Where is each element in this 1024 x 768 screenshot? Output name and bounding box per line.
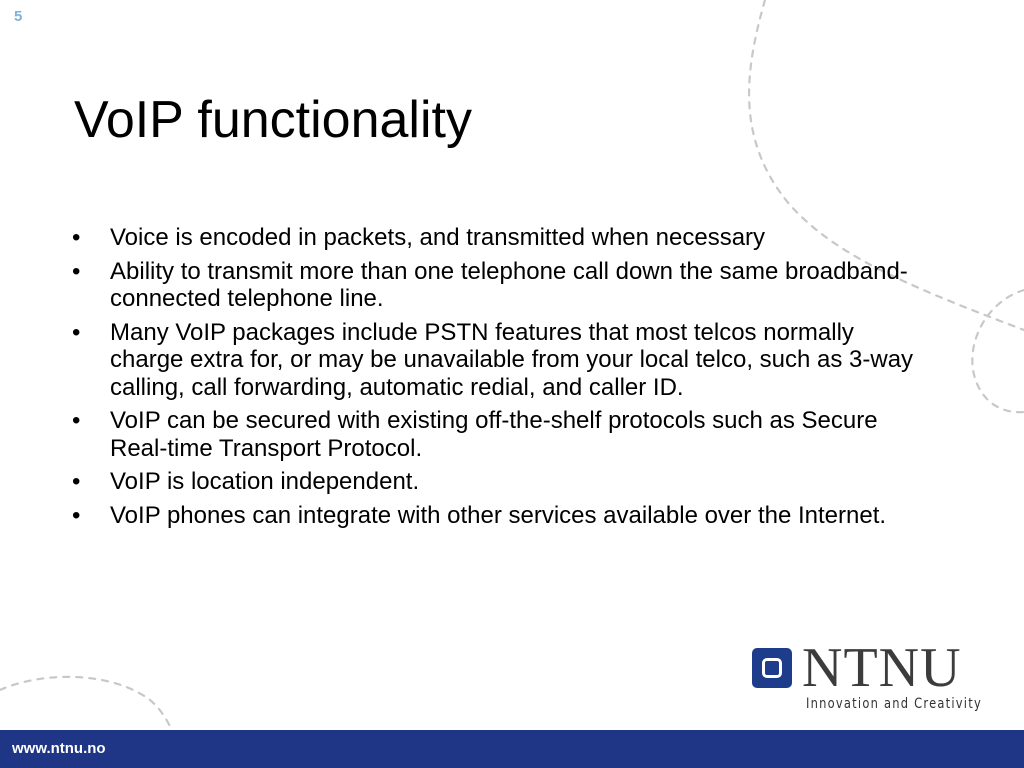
ntnu-logo [752,637,1002,718]
dashed-arc-right-bubble [972,290,1024,412]
bullet-item: • VoIP can be secured with existing off-the-shelf protocols such as Secure Real-time Transport Protocol. [72,407,932,462]
logo-tagline: Innovation and Creativity [806,696,982,712]
ntnu-logo-mark-icon [752,648,792,688]
bullet-item: • VoIP phones can integrate with other services available over the Internet. [72,502,932,530]
slide-number: 5 [14,8,23,25]
slide-title: VoIP functionality [74,91,472,149]
bullet-list [72,224,932,535]
footer-url: www.ntnu.no [12,740,106,757]
logo-name: NTNU [802,637,962,699]
bullet-item: • Ability to transmit more than one telephone call down the same broadband-connected telephone line. [72,258,932,313]
bullet-item: • Many VoIP packages include PSTN features that most telcos normally charge extra for, or may be unavailable from your local telco, such as 3-way calling, call forwarding, automatic redial, and caller ID. [72,319,932,402]
bullet-item: • VoIP is location independent. [72,468,932,496]
bullet-item: • Voice is encoded in packets, and transmitted when necessary [72,224,932,252]
footer-bar [0,730,1024,768]
